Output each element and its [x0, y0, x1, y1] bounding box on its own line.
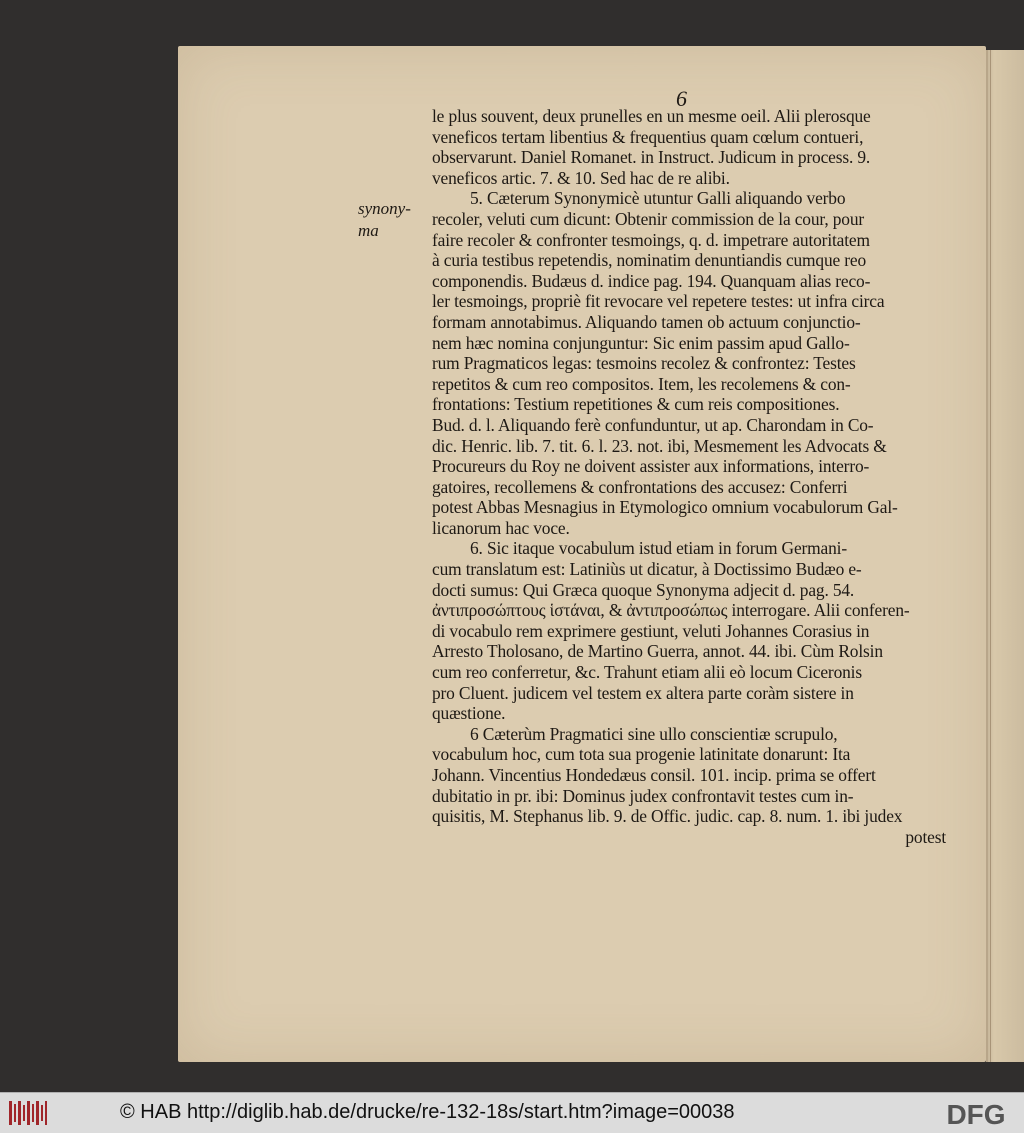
- page-edge: [986, 50, 1024, 1062]
- text-line: docti sumus: Qui Græca quoque Synonyma adjecit d. pag. 54.: [432, 579, 855, 600]
- text-line: Johann. Vincentius Hondedæus consil. 101. incip. prima se offert: [432, 765, 876, 785]
- text-line: quæstione.: [432, 703, 506, 724]
- text-line: 6. Sic itaque vocabulum istud etiam in forum Germani-: [470, 538, 847, 559]
- text-line: quisitis, M. Stephanus lib. 9. de Offic. judic. cap. 8. num. 1. ibi judex: [432, 806, 903, 827]
- text-line: nem hæc nomina conjunguntur: Sic enim passim apud Gallo-: [432, 332, 850, 353]
- text-line: veneficos tertam libentius & frequentius quam cœlum contueri,: [432, 126, 864, 147]
- text-line: componendis. Budæus d. indice pag. 194. Quanquam alias reco-: [432, 270, 871, 291]
- text-line: ἀντιπροσώπτους ἱστάναι, & ἀντιπροσώπως interrogare. Alii conferen-: [432, 600, 910, 621]
- copyright-link[interactable]: © HAB http://diglib.hab.de/drucke/re-132-18s/start.htm?image=00038: [120, 1101, 735, 1123]
- margin-note: [358, 198, 418, 242]
- text-line: recoler, veluti cum dicunt: Obtenir commission de la cour, pour: [432, 208, 865, 229]
- page-edge-line: [990, 50, 991, 1062]
- text-line: Procureurs du Roy ne doivent assister aux informations, interro-: [432, 456, 870, 477]
- text-line: gatoires, recollemens & confrontations des accusez: Conferri: [432, 476, 848, 497]
- text-line: di vocabulo rem exprimere gestiunt, veluti Johannes Corasius in: [432, 620, 870, 641]
- text-line: à curia testibus repetendis, nominatim denuntiandis cumque reo: [432, 250, 867, 271]
- text-line: repetitos & cum reo compositos. Item, les recolemens & con-: [432, 373, 851, 394]
- catchword: potest: [905, 826, 946, 847]
- text-line: frontations: Testium repetitiones & cum reis compositiones.: [432, 394, 840, 415]
- hab-logo-icon: [8, 1099, 48, 1127]
- text-line: veneficos artic. 7. & 10. Sed hac de re alibi.: [432, 167, 730, 188]
- text-line: Bud. d. l. Aliquando ferè confunduntur, ut ap. Charondam in Co-: [432, 414, 874, 435]
- page-body-text: [432, 106, 946, 847]
- text-line: formam annotabimus. Aliquando tamen ob actuum conjunctio-: [432, 311, 861, 332]
- text-line: ler tesmoings, propriè fit revocare vel repetere testes: ut infra circa: [432, 291, 885, 312]
- text-line: pro Cluent. judicem vel testem ex altera parte coràm sistere in: [432, 682, 854, 703]
- text-line: vocabulum hoc, cum tota sua progenie latinitate donarunt: Ita: [432, 744, 851, 765]
- text-line: dic. Henric. lib. 7. tit. 6. l. 23. not. ibi, Mesmement les Advocats &: [432, 435, 887, 456]
- dfg-logo-text: DFG: [946, 1099, 1006, 1127]
- text-line: 5. Cæterum Synonymicè utuntur Galli aliquando verbo: [470, 188, 846, 209]
- text-line: potest Abbas Mesnagius in Etymologico omnium vocabulorum Gal-: [432, 497, 898, 518]
- dfg-logo-icon: [934, 1099, 1018, 1127]
- text-line: cum translatum est: Latiniùs ut dicatur, à Doctissimo Budæo e-: [432, 559, 862, 580]
- text-line: licanorum hac voce.: [432, 517, 570, 538]
- margin-note-text: synony- ma: [358, 199, 411, 240]
- text-line: 6 Cæterùm Pragmatici sine ullo conscientiæ scrupulo,: [470, 723, 838, 744]
- footer-bar: [0, 1092, 1024, 1133]
- page-number: 6: [676, 86, 687, 111]
- text-line: rum Pragmaticos legas: tesmoins recolez & confrontez: Testes: [432, 353, 856, 374]
- text-line: cum reo conferretur, &c. Trahunt etiam alii eò locum Ciceronis: [432, 662, 862, 683]
- text-line: observarunt. Daniel Romanet. in Instruct. Judicum in process. 9.: [432, 147, 871, 168]
- text-line: le plus souvent, deux prunelles en un mesme oeil. Alii plerosque: [432, 106, 871, 126]
- text-line: Arresto Tholosano, de Martino Guerra, annot. 44. ibi. Cùm Rolsin: [432, 641, 883, 662]
- text-line: faire recoler & confronter tesmoings, q. d. impetrare autoritatem: [432, 229, 870, 250]
- text-line: dubitatio in pr. ibi: Dominus judex confrontavit testes cum in-: [432, 785, 854, 806]
